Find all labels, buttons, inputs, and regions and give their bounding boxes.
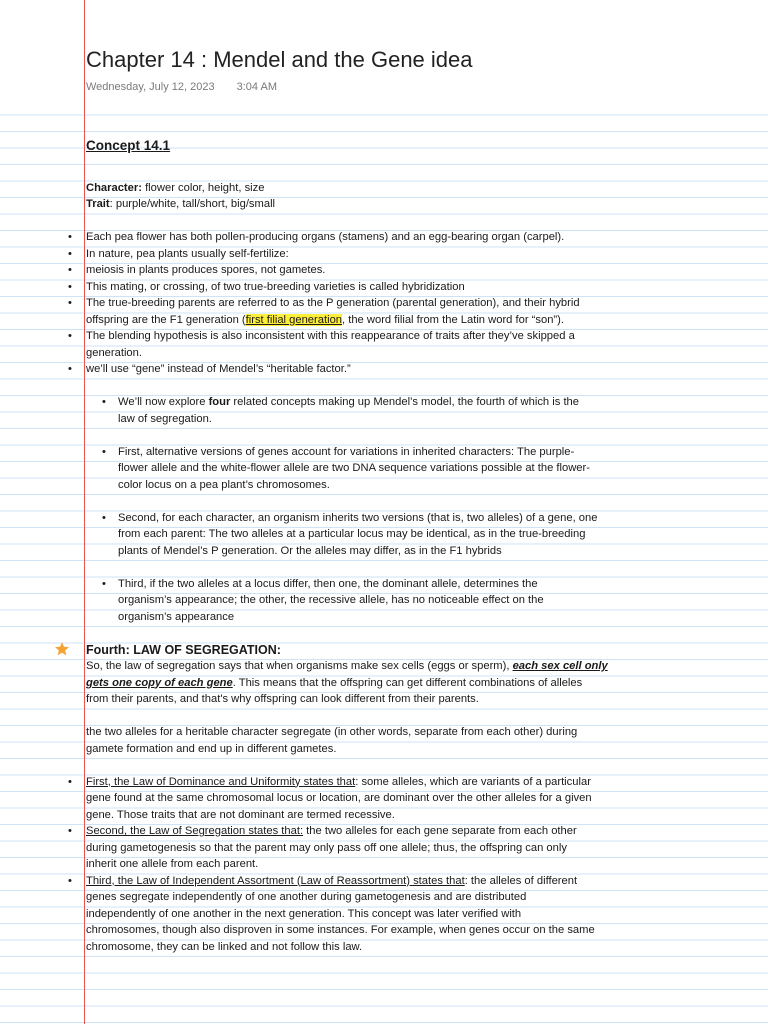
time-text: 3:04 AM — [236, 81, 277, 93]
law-item — [0, 774, 768, 791]
law-text: : some alleles, which are variants of a particular — [355, 775, 591, 788]
paragraph-line — [0, 741, 768, 758]
list-item-text: The blending hypothesis is also inconsistent with this reappearance of traits after they’ve skipped a — [86, 330, 575, 342]
emphasis-text: gets one copy of each gene — [86, 676, 233, 689]
bullet-icon: • — [68, 825, 72, 837]
list-item-text: In nature, pea plants usually self-fertilize: — [86, 247, 289, 260]
law-item-continuation — [0, 889, 768, 906]
sub-list-item — [0, 510, 768, 527]
character-line — [0, 180, 768, 197]
list-item-text: We’ll now explore — [118, 396, 209, 408]
bullet-icon: • — [68, 247, 72, 260]
paragraph-line — [0, 724, 768, 741]
bullet-icon: • — [68, 330, 72, 342]
list-item-text: generation. — [86, 346, 142, 359]
sub-list-item — [0, 576, 768, 593]
paragraph-line — [0, 675, 768, 692]
list-item-text: First, alternative versions of genes account for variations in inherited characters: The purple- — [118, 445, 575, 458]
paragraph-text: . This means that the offspring can get different combinations of alleles — [232, 676, 583, 689]
list-item-text: This mating, or crossing, of two true-breeding varieties is called hybridization — [86, 280, 465, 293]
law-text: genes segregate independently of one another during gametogenesis and are distributed — [86, 891, 527, 903]
paragraph-text: the two alleles for a heritable character segregate (in other words, separate from each other) during — [86, 726, 578, 738]
law-text: inherit one allele from each parent. — [86, 858, 259, 870]
bullet-icon: • — [102, 511, 106, 524]
law-item — [0, 873, 768, 890]
trait-label: Trait — [86, 198, 110, 210]
paragraph-text: from their parents, and that's why offspring can look different from their parents. — [86, 693, 479, 705]
list-item — [0, 262, 768, 279]
bold-word: four — [208, 396, 231, 408]
list-item-text: from each parent: The two alleles at a particular locus may be identical, as in the true-breeding — [118, 528, 586, 540]
paragraph-line — [0, 691, 768, 708]
date-text: Wednesday, July 12, 2023 — [86, 81, 215, 93]
list-item-text: organism’s appearance; the other, the recessive allele, has no noticeable effect on the — [118, 594, 544, 606]
law-text: gene found at the same chromosomal locus or location, are dominant over the other alleles for a given — [86, 792, 592, 804]
list-item-text: plants of Mendel’s P generation. Or the alleles may differ, as in the F1 hybrids — [118, 544, 502, 557]
paragraph-text: So, the law of segregation says that when organisms make sex cells (eggs or sperm), — [86, 660, 513, 672]
law-title: First, the Law of Dominance and Uniformity states that — [86, 775, 356, 788]
law-item-continuation — [0, 790, 768, 807]
law-item-continuation — [0, 856, 768, 873]
page-title: Chapter 14 : Mendel and the Gene idea — [86, 47, 473, 72]
list-item-continuation — [0, 345, 768, 362]
list-item-text: we’ll use “gene” instead of Mendel’s “heritable factor.” — [86, 363, 351, 375]
list-item — [0, 361, 768, 378]
page-date — [86, 81, 277, 93]
list-item — [0, 295, 768, 312]
list-item-text: flower allele and the white-flower allele are two DNA sequence variations possible at the flower- — [118, 462, 590, 474]
list-item — [0, 246, 768, 263]
character-text: flower color, height, size — [141, 181, 265, 194]
character-label: Character: — [86, 181, 142, 194]
list-item-text: law of segregation. — [118, 412, 212, 425]
law-text: chromosomes, though also disproven in some instances. For example, when genes occur on the same — [86, 924, 595, 936]
law-heading: Fourth: LAW OF SEGREGATION: — [86, 642, 281, 657]
bullet-icon: • — [68, 775, 72, 788]
list-item-continuation — [0, 312, 768, 329]
bullet-icon: • — [68, 297, 72, 309]
bullet-icon: • — [102, 445, 106, 458]
law-text: : the alleles of different — [464, 874, 578, 887]
list-item-text: related concepts making up Mendel’s model, the fourth of which is the — [230, 396, 579, 408]
list-item — [0, 279, 768, 296]
law-item-continuation — [0, 807, 768, 824]
law-title: Second, the Law of Segregation states that: — [86, 825, 304, 837]
note-content — [0, 134, 768, 955]
bullet-icon: • — [68, 280, 72, 293]
highlighted-term: first filial generation — [245, 313, 343, 326]
list-item-text: organism’s appearance — [118, 610, 235, 623]
trait-line — [0, 196, 768, 213]
emphasis-text: each sex cell only — [512, 660, 608, 672]
sub-list-item — [0, 444, 768, 461]
law-text: independently of one another in the next generation. This concept was later verified with — [86, 907, 522, 920]
sub-list-item-continuation — [0, 592, 768, 609]
list-item-text: Each pea flower has both pollen-producing organs (stamens) and an egg-bearing organ (carpel). — [86, 231, 565, 243]
bullet-icon: • — [68, 363, 72, 375]
paragraph-line — [0, 658, 768, 675]
list-item-text: , the word filial from the Latin word for “son”). — [342, 313, 564, 326]
list-item-text: Second, for each character, an organism inherits two versions (that is, two alleles) of a gene, one — [118, 511, 598, 524]
sub-list-item-continuation — [0, 526, 768, 543]
law-item-continuation — [0, 922, 768, 939]
bullet-icon: • — [102, 396, 106, 408]
sub-list-item-continuation — [0, 477, 768, 494]
list-item-text: meiosis in plants produces spores, not gametes. — [86, 264, 326, 276]
bullet-icon: • — [68, 231, 72, 243]
law-item — [0, 823, 768, 840]
list-item — [0, 328, 768, 345]
paragraph-text: gamete formation and end up in different gametes. — [86, 742, 337, 755]
law-text: chromosome, they can be linked and not follow this law. — [86, 940, 363, 953]
sub-list-item — [0, 394, 768, 411]
law-text: gene. Those traits that are not dominant are termed recessive. — [86, 808, 395, 821]
law-title: Third, the Law of Independent Assortment (Law of Reassortment) states that — [86, 874, 465, 887]
sub-list-item-continuation — [0, 411, 768, 428]
law-item-continuation — [0, 939, 768, 956]
list-item-text: offspring are the F1 generation ( — [86, 313, 246, 326]
list-item-text: color locus on a pea plant’s chromosomes. — [118, 478, 330, 491]
bullet-icon: • — [102, 577, 106, 590]
list-item-text: The true-breeding parents are referred to as the P generation (parental generation), and their hybrid — [86, 297, 580, 309]
concept-heading: Concept 14.1 — [86, 138, 171, 153]
law-text: the two alleles for each gene separate from each other — [303, 825, 577, 837]
bullet-icon: • — [68, 264, 72, 276]
trait-text: : purple/white, tall/short, big/small — [109, 198, 276, 210]
law-item-continuation — [0, 906, 768, 923]
sub-list-item-continuation — [0, 543, 768, 560]
sub-list-item-continuation — [0, 460, 768, 477]
law-item-continuation — [0, 840, 768, 857]
law-text: during gametogenesis so that the parent may only pass off one allele; thus, the offspring can only — [86, 841, 567, 854]
sub-list-item-continuation — [0, 609, 768, 626]
bullet-icon: • — [68, 874, 72, 887]
list-item — [0, 229, 768, 246]
list-item-text: Third, if the two alleles at a locus differ, then one, the dominant allele, determines the — [118, 577, 538, 590]
